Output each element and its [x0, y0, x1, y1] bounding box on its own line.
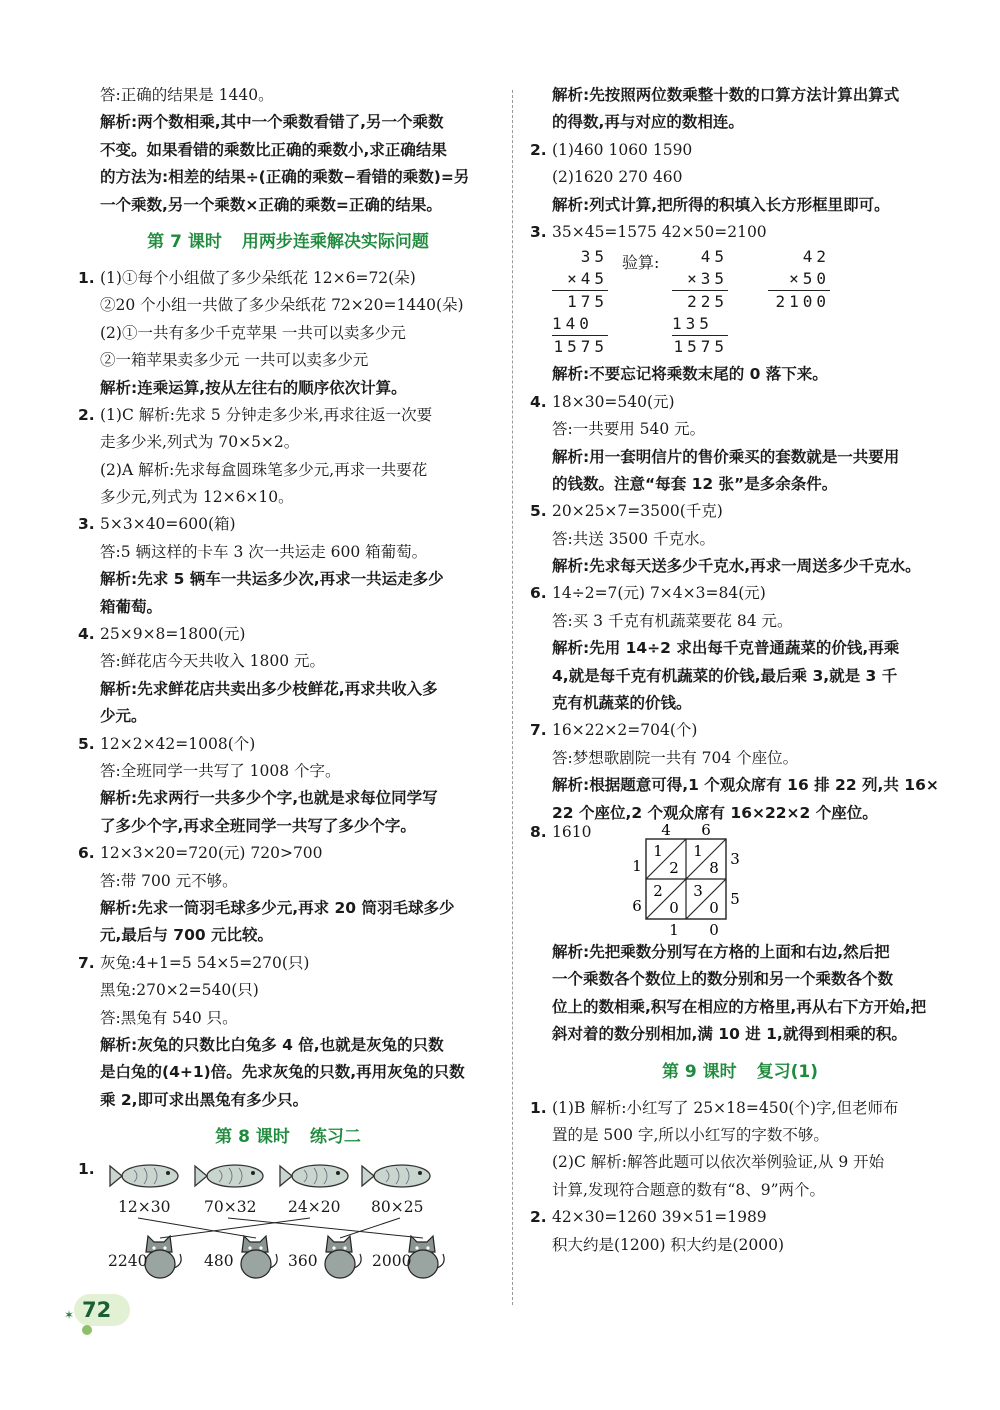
numbered-answer-line	[530, 389, 950, 416]
cat-icon	[408, 1236, 444, 1278]
analysis-text: 连乘运算,按从左往右的顺序依次计算。	[137, 378, 407, 397]
lattice-digit: 2	[669, 858, 679, 877]
answer-line	[78, 457, 498, 484]
numbered-answer-line	[530, 1095, 950, 1122]
calc-row: 45	[700, 247, 728, 267]
fish-icon	[280, 1165, 348, 1187]
section-title: 复习(1)	[756, 1061, 819, 1082]
analysis-line	[78, 375, 498, 402]
analysis-text: 先把乘数分别写在方格的上面和右边,然后把	[589, 942, 890, 961]
item-number: 6.	[78, 844, 95, 863]
answer-line	[78, 648, 498, 675]
numbered-answer-line	[78, 840, 498, 867]
numbered-answer-line	[530, 580, 950, 607]
lattice-digit: 3	[693, 881, 703, 900]
analysis-line	[530, 444, 950, 471]
analysis-line	[530, 939, 950, 966]
calc-42x50	[768, 246, 830, 313]
star-icon: ✶	[64, 1308, 75, 1322]
analysis-text: 了多少个字,再求全班同学一共写了多少个字。	[100, 816, 416, 835]
cat-icon	[145, 1236, 181, 1278]
answer-text: 走多少米,列式为 70×5×2。	[100, 433, 300, 452]
analysis-line	[530, 192, 950, 219]
answer-line	[530, 1122, 950, 1149]
lattice-digit: 1	[693, 841, 703, 860]
item-number: 4.	[78, 625, 95, 644]
lesson-9-answers	[530, 1095, 950, 1259]
analysis-continuation	[78, 192, 498, 219]
answer-line	[530, 526, 950, 553]
analysis-label: 解析:	[552, 447, 590, 466]
vertical-calculations	[530, 246, 950, 361]
analysis-line	[78, 566, 498, 593]
answer-text: (1)C 解析:先求 5 分钟走多少米,再求往返一次要	[100, 405, 433, 424]
analysis-text: 克有机蔬菜的价钱。	[552, 694, 692, 713]
analysis-text: 位上的数相乘,积写在相应的方格里,再从右下方开始,把	[552, 997, 927, 1016]
answer-line	[530, 608, 950, 635]
analysis-text: 乘 2,即可求出黑兔有多少只。	[100, 1090, 309, 1109]
answer-line	[78, 320, 498, 347]
analysis-continuation	[530, 109, 950, 136]
answer-line	[78, 82, 498, 109]
answer-line	[78, 484, 498, 511]
section-number: 第 8 课时	[215, 1127, 290, 1148]
analysis-continuation	[78, 1087, 498, 1114]
analysis-label: 解析:	[100, 1035, 138, 1054]
answer-line	[530, 745, 950, 772]
right-column	[530, 82, 950, 1259]
analysis-line	[530, 82, 950, 109]
answer-text: 16×22×2=704(个)	[552, 721, 698, 740]
analysis-text: 元,最后与 700 元比较。	[100, 926, 274, 945]
analysis-continuation	[78, 164, 498, 191]
intro-block	[78, 82, 498, 219]
analysis-continuation	[78, 813, 498, 840]
answer-text: (2)1620 270 460	[552, 168, 683, 187]
analysis-line	[530, 772, 950, 799]
item-number: 2.	[78, 405, 95, 424]
item-number: 1.	[530, 1098, 547, 1117]
analysis-label: 解析:	[552, 557, 590, 576]
match-line	[228, 1218, 423, 1238]
lattice-grid	[616, 821, 746, 946]
analysis-text: 少元。	[100, 707, 147, 726]
answer-text: 答:梦想歌剧院一共有 704 个座位。	[552, 748, 799, 767]
analysis-text: 箱葡萄。	[100, 597, 163, 616]
answer-text: 12×2×42=1008(个)	[100, 734, 256, 753]
analysis-continuation	[78, 922, 498, 949]
item-number: 5.	[78, 734, 95, 753]
calc-35x45	[552, 246, 608, 358]
answer-line	[78, 1005, 498, 1032]
lattice-digit: 1	[632, 856, 642, 875]
item-number: 2.	[530, 140, 547, 159]
analysis-text: 斜对着的数分别相加,满 10 进 1,就得到相乘的积。	[552, 1025, 907, 1044]
analysis-text: 的得数,再与对应的数相连。	[552, 113, 744, 132]
item-number: 4.	[530, 392, 547, 411]
section-heading-9	[530, 1049, 950, 1095]
analysis-label: 解析:	[552, 86, 590, 104]
section-number: 第 9 课时	[661, 1061, 737, 1082]
answer-text: 25×9×8=1800(元)	[100, 625, 246, 644]
lattice-digit: 4	[661, 820, 671, 839]
answer-line	[78, 539, 498, 566]
answer-text: (1)460 1060 1590	[552, 140, 693, 159]
right-answers-1	[530, 82, 950, 246]
fish-icon	[110, 1165, 178, 1187]
lattice-digit: 2	[653, 881, 663, 900]
cat-icon	[241, 1236, 277, 1278]
analysis-line	[78, 109, 498, 136]
answer-text: 18×30=540(元)	[552, 392, 675, 411]
calc-row: ×35	[672, 268, 728, 291]
lattice-digit: 0	[709, 898, 719, 917]
lattice-multiplication	[530, 820, 950, 939]
analysis-continuation	[78, 703, 498, 730]
answer-line	[530, 1177, 950, 1204]
numbered-answer-line	[530, 498, 950, 525]
analysis-label: 解析:	[552, 776, 590, 795]
calc-row: 1575	[553, 337, 608, 357]
item-number: 5.	[530, 502, 547, 521]
analysis-continuation	[530, 966, 950, 993]
numbered-answer-line	[78, 511, 498, 538]
answer-text: 14÷2=7(元) 7×4×3=84(元)	[552, 584, 766, 603]
answer-text: 多少元,列式为 12×6×10。	[100, 488, 294, 507]
analysis-label: 解析:	[552, 639, 590, 658]
answer-line	[78, 347, 498, 374]
analysis-text: 灰兔的只数比白兔多 4 倍,也就是灰兔的只数	[137, 1035, 444, 1054]
section-heading-8	[78, 1114, 498, 1160]
numbered-answer-line	[530, 717, 950, 744]
analysis-label: 解析:	[552, 195, 590, 214]
lattice-digit: 8	[709, 858, 719, 877]
answer-line	[78, 758, 498, 785]
answer-text: 答:黑兔有 540 只。	[100, 1008, 238, 1027]
analysis-label: 解析:	[100, 113, 138, 132]
result-label: 480	[204, 1252, 234, 1271]
answer-text: 灰兔:4+1=5 54×5=270(只)	[100, 953, 310, 972]
calc-row: ×45	[552, 268, 608, 291]
answer-line	[78, 292, 498, 319]
item-number: 3.	[78, 515, 95, 534]
analysis-text: 22 个座位,2 个观众席有 16×22×2 个座位。	[552, 803, 878, 822]
analysis-text: 不变。如果看错的乘数比正确的乘数小,求正确结果	[100, 140, 447, 159]
lattice-digit: 1	[669, 920, 679, 939]
analysis-text: 先求两行一共多少个字,也就是求每位同学写	[137, 789, 438, 808]
item-number: 6.	[530, 584, 547, 603]
numbered-answer-line	[78, 265, 498, 292]
analysis-text: 不要忘记将乘数末尾的 0 落下来。	[589, 365, 828, 384]
item-number: 7.	[530, 721, 547, 740]
calc-row: 2100	[775, 292, 830, 312]
analysis-text: 先求一筒羽毛球多少元,再求 20 筒羽毛球多少	[137, 898, 455, 917]
analysis-label: 解析:	[100, 789, 138, 808]
analysis-text: 一个乘数,另一个乘数×正确的乘数=正确的结果。	[100, 195, 442, 214]
item-number: 2.	[530, 1208, 547, 1227]
answer-text: 35×45=1575 42×50=2100	[552, 222, 767, 241]
answer-line	[78, 977, 498, 1004]
analysis-label: 解析:	[100, 378, 138, 397]
lattice-digit: 1	[653, 841, 663, 860]
left-column	[78, 82, 498, 1285]
answer-text: 计算,发现符合题意的数有“8、9”两个。	[552, 1180, 825, 1199]
analysis-text: 根据题意可得,1 个观众席有 16 排 22 列,共 16×	[589, 776, 939, 795]
answer-text: 答:鲜花店今天共收入 1800 元。	[100, 652, 326, 671]
expression-label: 80×25	[371, 1198, 424, 1217]
page-number: 72	[82, 1298, 112, 1322]
answer-text: 积大约是(1200) 积大约是(2000)	[552, 1235, 785, 1254]
item-number: 3.	[530, 222, 547, 241]
analysis-line	[78, 895, 498, 922]
item-number: 1.	[78, 268, 95, 287]
analysis-continuation	[530, 663, 950, 690]
answer-text: (2)①一共有多少千克苹果 一共可以卖多少元	[100, 323, 406, 342]
analysis-continuation	[530, 994, 950, 1021]
answer-text: (2)C 解析:解答此题可以依次举例验证,从 9 开始	[552, 1153, 885, 1172]
answer-text: (2)A 解析:先求每盒圆珠笔多少元,再求一共要花	[100, 460, 428, 479]
calc-row: 42	[802, 247, 830, 267]
answer-text: 答:共送 3500 千克水。	[552, 529, 716, 548]
analysis-label: 解析:	[552, 365, 590, 384]
answer-text: 黑兔:270×2=540(只)	[100, 981, 259, 1000]
analysis-continuation	[78, 594, 498, 621]
answer-text: 置的是 500 字,所以小红写的字数不够。	[552, 1125, 829, 1144]
analysis-continuation	[530, 471, 950, 498]
answer-text: 答:5 辆这样的卡车 3 次一共运走 600 箱葡萄。	[100, 542, 428, 561]
answer-text: 答:全班同学一共写了 1008 个字。	[100, 761, 341, 780]
lattice-digit: 3	[730, 849, 740, 868]
analysis-label: 解析:	[100, 898, 138, 917]
analysis-text: 先求 5 辆车一共运多少次,再求一共运走多少	[137, 570, 444, 589]
expression-label: 12×30	[118, 1198, 171, 1217]
analysis-text: 列式计算,把所得的积填入长方形框里即可。	[589, 195, 890, 214]
lattice-digit: 6	[632, 896, 642, 915]
section-title: 练习二	[309, 1127, 361, 1148]
analysis-continuation	[530, 1021, 950, 1048]
answer-line	[530, 1232, 950, 1259]
match-line	[160, 1218, 310, 1238]
answer-text: (1)B 解析:小红写了 25×18=450(个)字,但老师布	[552, 1098, 899, 1117]
result-label: 2240	[108, 1252, 148, 1271]
numbered-answer-line	[78, 402, 498, 429]
fish-cat-matching	[78, 1160, 498, 1285]
fish-icon	[195, 1165, 263, 1187]
answer-text: ②20 个小组一共做了多少朵纸花 72×20=1440(朵)	[100, 296, 464, 315]
calc-row: 140	[552, 313, 608, 336]
answer-line	[530, 164, 950, 191]
answer-text: 12×3×20=720(元) 720>700	[100, 844, 323, 863]
analysis-line	[530, 553, 950, 580]
lattice-digit: 5	[730, 889, 740, 908]
analysis-line	[78, 785, 498, 812]
analysis-label: 解析:	[100, 570, 138, 589]
answer-line	[530, 1149, 950, 1176]
expression-label: 24×20	[288, 1198, 341, 1217]
analysis-label: 解析:	[100, 679, 138, 698]
section-number: 第 7 课时	[147, 231, 222, 252]
result-label: 2000	[372, 1252, 412, 1271]
lesson-7-answers	[78, 265, 498, 1114]
right-answers-3	[530, 939, 950, 1049]
section-title: 用两步连乘解决实际问题	[241, 231, 429, 252]
calc-row: 135	[672, 313, 728, 336]
item-number: 7.	[78, 953, 95, 972]
lattice-digit: 6	[701, 820, 711, 839]
expression-label: 70×32	[204, 1198, 257, 1217]
answer-text: 20×25×7=3500(千克)	[552, 502, 723, 521]
lattice-digit: 0	[709, 920, 719, 939]
calc-row: ×50	[768, 268, 830, 291]
analysis-text: 是白兔的(4+1)倍。先求灰兔的只数,再用灰兔的只数	[100, 1063, 465, 1082]
answer-text: 答:一共要用 540 元。	[552, 420, 706, 439]
numbered-answer-line	[78, 621, 498, 648]
analysis-text: 先用 14÷2 求出每千克普通蔬菜的价钱,再乘	[589, 639, 900, 658]
fish-icon	[362, 1165, 430, 1187]
analysis-line	[530, 361, 950, 388]
analysis-line	[78, 1032, 498, 1059]
item-number: 8.	[530, 822, 547, 841]
item-8-answer: 1610	[552, 822, 592, 841]
numbered-answer-line	[530, 137, 950, 164]
answer-text: 答:买 3 千克有机蔬菜要花 84 元。	[552, 611, 793, 630]
answer-line	[78, 429, 498, 456]
answer-text: (1)①每个小组做了多少朵纸花 12×6=72(朵)	[100, 268, 416, 287]
answer-text: ②一箱苹果卖多少元 一共可以卖多少元	[100, 351, 369, 370]
calc-row: 1575	[673, 337, 728, 357]
calc-45x35	[672, 246, 728, 358]
numbered-answer-line	[78, 950, 498, 977]
analysis-text: 先求每天送多少千克水,再求一周送多少千克水。	[589, 557, 921, 576]
answer-text: 答:带 700 元不够。	[100, 871, 238, 890]
section-heading-7	[78, 219, 498, 265]
analysis-text: 两个数相乘,其中一个乘数看错了,另一个乘数	[137, 113, 444, 132]
answer-text: 42×30=1260 39×51=1989	[552, 1208, 767, 1227]
analysis-text: 的方法为:相差的结果÷(正确的乘数−看错的乘数)=另	[100, 168, 470, 187]
analysis-continuation	[530, 690, 950, 717]
lattice-digit: 0	[669, 898, 679, 917]
analysis-continuation	[78, 137, 498, 164]
numbered-answer-line	[78, 731, 498, 758]
calc-row: 35	[580, 247, 608, 267]
verify-label: 验算:	[622, 253, 660, 273]
analysis-text: 先按照两位数乘整十数的口算方法计算出算式	[589, 86, 900, 104]
analysis-text: 一个乘数各个数位上的数分别和另一个乘数各个数	[552, 970, 894, 989]
calc-row: 175	[567, 292, 608, 312]
calc-row: 225	[687, 292, 728, 312]
answer-line	[530, 416, 950, 443]
analysis-text: 用一套明信片的售价乘买的套数就是一共要用	[589, 447, 900, 466]
analysis-line	[530, 635, 950, 662]
dot-decoration	[82, 1325, 92, 1335]
analysis-text: 先求鲜花店共卖出多少枝鲜花,再求共收入多	[137, 679, 438, 698]
right-answers-2	[530, 361, 950, 827]
column-divider	[512, 90, 513, 1305]
cat-icon	[325, 1236, 361, 1278]
analysis-label: 解析:	[552, 942, 590, 961]
numbered-answer-line	[530, 1204, 950, 1231]
result-label: 360	[288, 1252, 318, 1271]
answer-text: 答:正确的结果是 1440。	[100, 86, 274, 104]
answer-line	[78, 868, 498, 895]
numbered-answer-line	[530, 219, 950, 246]
analysis-continuation	[78, 1059, 498, 1086]
analysis-line	[78, 676, 498, 703]
analysis-text: 的钱数。注意“每套 12 张”是多余条件。	[552, 474, 838, 493]
item-number: 1.	[78, 1160, 95, 1179]
answer-text: 5×3×40=600(箱)	[100, 515, 236, 534]
analysis-text: 4,就是每千克有机蔬菜的价钱,最后乘 3,就是 3 千	[552, 666, 898, 685]
